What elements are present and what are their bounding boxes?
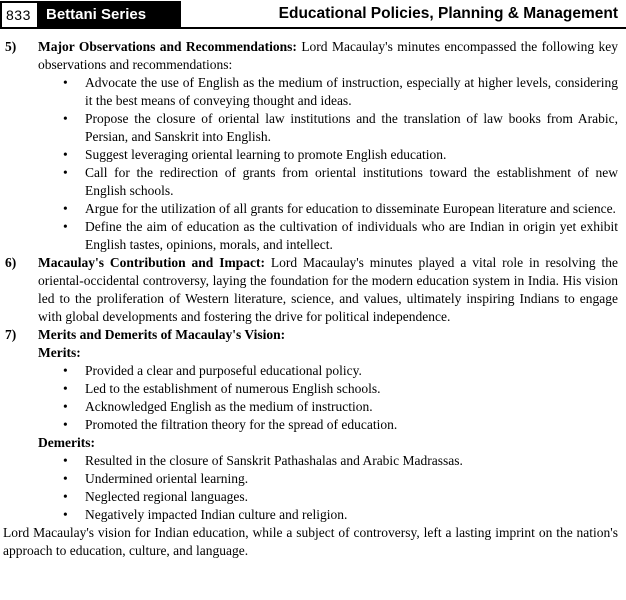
list-item-text: Led to the establishment of numerous English schools. (85, 381, 381, 396)
section-lead-text: Lord Macaulay's minutes played a vital role in resolving the oriental-occidental controversy, laying the foundation for the modern education system in India. His vision led to the proliferation of Western literature, science, and values, ultimately inspiring Indians to engage with global developments and fostering the drive for political independence. (38, 255, 619, 324)
list-item-text: Resulted in the closure of Sanskrit Pathashalas and Arabic Madrassas. (85, 453, 463, 468)
section-number: 5) (5, 39, 17, 54)
bullet-list (38, 74, 618, 254)
list-item-text: Acknowledged English as the medium of instruction. (85, 399, 373, 414)
page-body (0, 29, 626, 560)
bullet-icon: • (63, 165, 68, 180)
bullet-icon: • (63, 201, 68, 216)
list-item-text: Call for the redirection of grants from oriental institutions toward the establishment of new English schools. (85, 165, 618, 198)
list-item (38, 380, 618, 398)
list-item-text: Provided a clear and purposeful educational policy. (85, 363, 362, 378)
page-header (0, 1, 626, 29)
list-item (38, 470, 618, 488)
bullet-icon: • (63, 219, 68, 234)
bullet-icon: • (63, 453, 68, 468)
section-heading: Macaulay's Contribution and Impact: (38, 255, 265, 270)
page-number: 833 (0, 1, 37, 27)
list-item (38, 398, 618, 416)
bullet-icon: • (63, 75, 68, 90)
section-7 (3, 326, 618, 524)
bullet-icon: • (63, 417, 68, 432)
bullet-icon: • (63, 363, 68, 378)
list-item (38, 506, 618, 524)
list-item (38, 74, 618, 110)
list-item (38, 218, 618, 254)
bullet-icon: • (63, 381, 68, 396)
header-title: Educational Policies, Planning & Management (278, 5, 618, 22)
list-item-text: Propose the closure of oriental law institutions and the translation of law books from Arabic, Persian, and Sanskrit into English. (85, 111, 618, 144)
section-paragraph (38, 254, 618, 326)
section-lead-text: Lord Macaulay's minutes encompassed the following key observations and recommendations: (38, 39, 619, 72)
list-item (38, 416, 618, 434)
bullet-list (38, 452, 618, 524)
bullet-icon: • (63, 489, 68, 504)
list-item-text: Negatively impacted Indian culture and religion. (85, 507, 348, 522)
list-item-text: Promoted the filtration theory for the spread of education. (85, 417, 398, 432)
list-item (38, 110, 618, 146)
series-badge: Bettani Series (37, 1, 181, 27)
list-item (38, 146, 618, 164)
section-number: 7) (5, 327, 17, 342)
section-heading: Merits and Demerits of Macaulay's Vision: (38, 327, 286, 342)
list-item (38, 164, 618, 200)
list-item (38, 452, 618, 470)
closing-paragraph: Lord Macaulay's vision for Indian education, while a subject of controversy, left a lasting imprint on the nation's approach to education, culture, and language. (3, 525, 618, 558)
list-item-text: Argue for the utilization of all grants for education to disseminate European literature and science. (85, 201, 616, 216)
bullet-icon: • (63, 507, 68, 522)
section-paragraph (38, 38, 618, 74)
list-item-text: Neglected regional languages. (85, 489, 249, 504)
bullet-icon: • (63, 147, 68, 162)
subsection-label-merits: Merits: (38, 345, 81, 360)
list-item (38, 200, 618, 218)
list-item-text: Define the aim of education as the cultivation of individuals who are Indian in origin yet exhibit English tastes, opinions, morals, and intellect. (85, 219, 618, 252)
section-5 (3, 38, 618, 254)
section-heading: Major Observations and Recommendations: (38, 39, 297, 54)
bullet-icon: • (63, 399, 68, 414)
list-item (38, 488, 618, 506)
section-number: 6) (5, 255, 17, 270)
list-item-text: Undermined oriental learning. (85, 471, 249, 486)
list-item (38, 362, 618, 380)
bullet-list (38, 362, 618, 434)
subsection-label-demerits: Demerits: (38, 435, 95, 450)
list-item-text: Suggest leveraging oriental learning to promote English education. (85, 147, 447, 162)
list-item-text: Advocate the use of English as the medium of instruction, especially at higher levels, considering it the best means of conveying thought and ideas. (85, 75, 618, 108)
bullet-icon: • (63, 471, 68, 486)
bullet-icon: • (63, 111, 68, 126)
section-6 (3, 254, 618, 326)
